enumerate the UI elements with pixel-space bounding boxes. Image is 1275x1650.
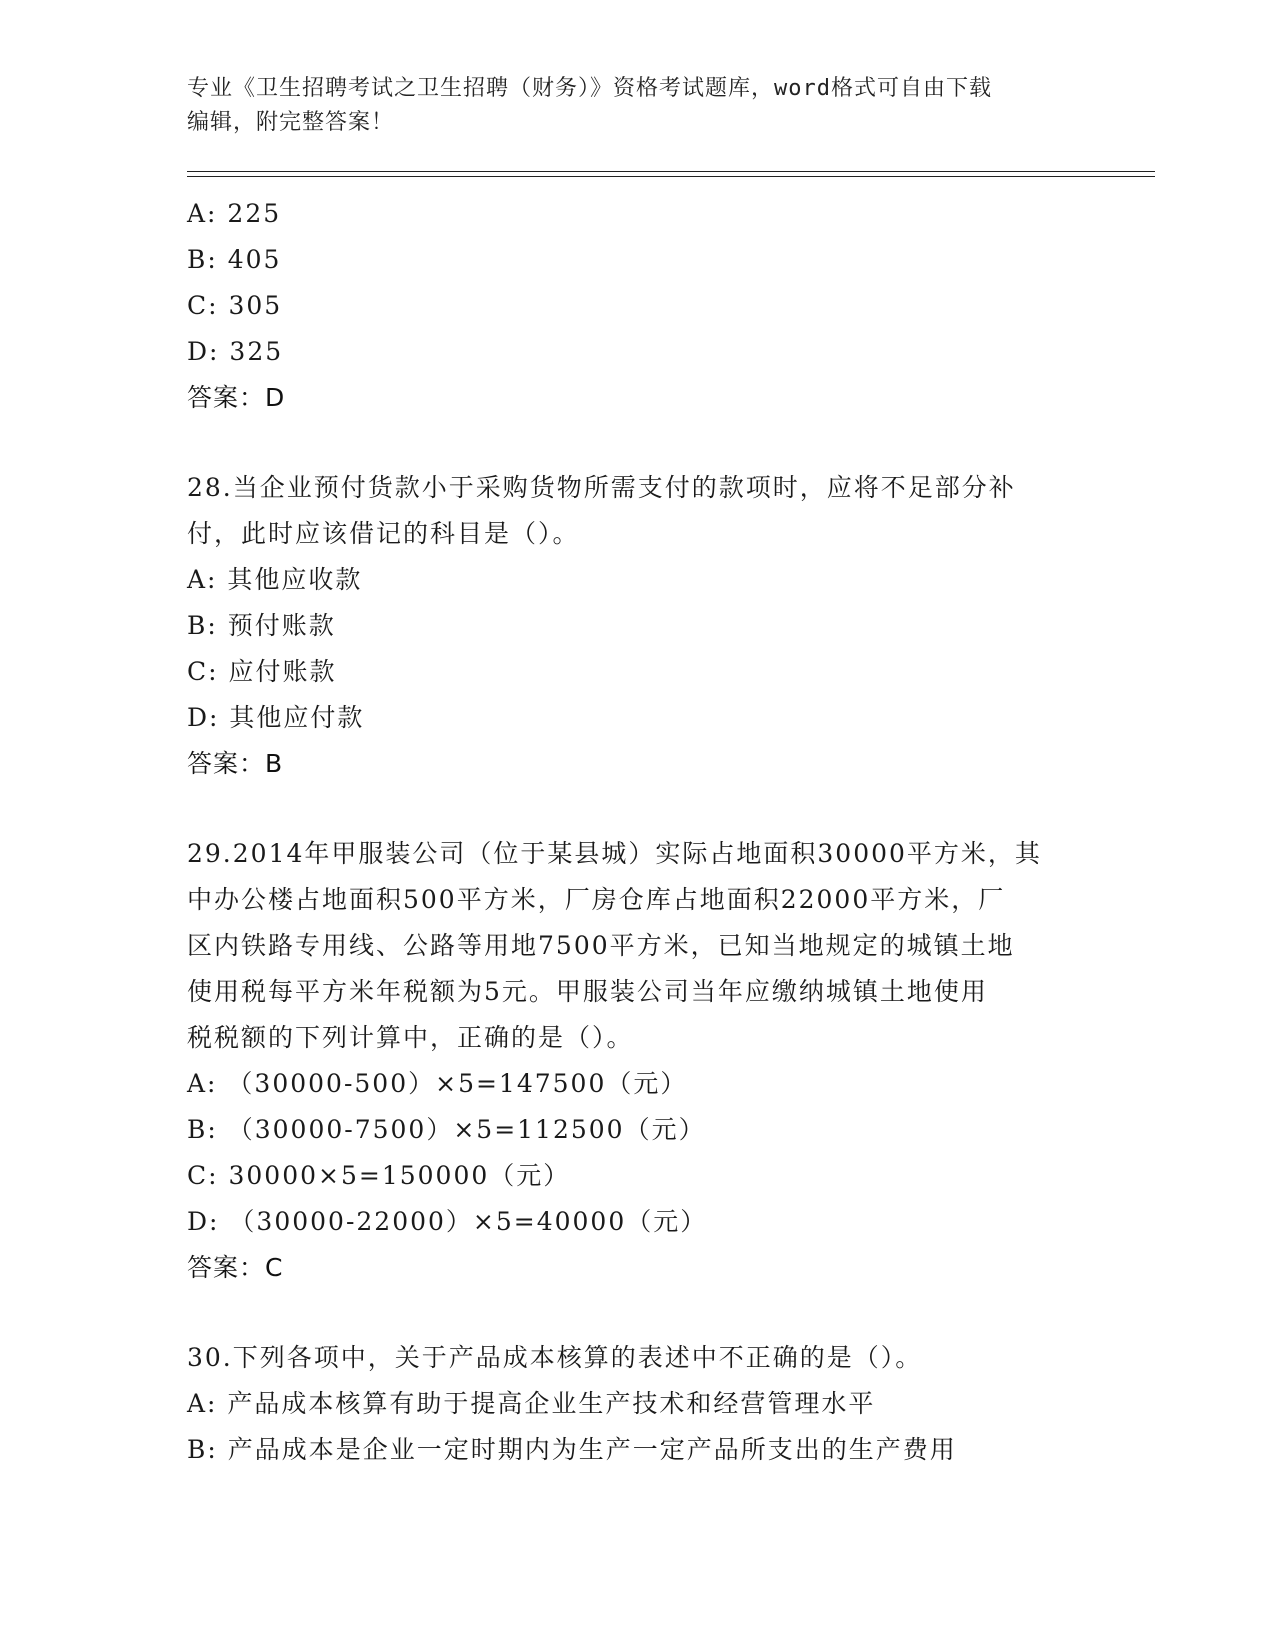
answer-line: 答案：C — [187, 1253, 284, 1282]
question-stem-line: 区内铁路专用线、公路等用地7500平方米，已知当地规定的城镇土地 — [187, 931, 1015, 960]
option-a: A: 其他应收款 — [187, 565, 363, 594]
option-d: D: 其他应付款 — [187, 703, 365, 732]
question-29 — [187, 831, 1087, 1291]
option-c: C: 305 — [187, 291, 283, 320]
question-30 — [187, 1335, 1087, 1473]
option-b: B: 产品成本是企业一定时期内为生产一定产品所支出的生产费用 — [187, 1435, 957, 1464]
option-b: B: 预付账款 — [187, 611, 336, 640]
question-stem-line: 29.2014年甲服装公司（位于某县城）实际占地面积30000平方米，其 — [187, 839, 1042, 868]
option-b: B: （30000-7500）×5=112500（元） — [187, 1115, 706, 1144]
option-a: A: 产品成本核算有助于提高企业生产技术和经营管理水平 — [187, 1389, 876, 1418]
option-b: B: 405 — [187, 245, 282, 274]
question-stem-line: 中办公楼占地面积500平方米，厂房仓库占地面积22000平方米，厂 — [187, 885, 1006, 914]
question-stem-line: 使用税每平方米年税额为5元。甲服装公司当年应缴纳城镇土地使用 — [187, 977, 988, 1006]
header-rule-top — [187, 171, 1155, 172]
document-header — [187, 72, 1087, 140]
header-line-2: 编辑，附完整答案！ — [187, 110, 395, 135]
option-c: C: 应付账款 — [187, 657, 337, 686]
header-line-1: 专业《卫生招聘考试之卫生招聘（财务）》资格考试题库，word格式可自由下载 — [187, 76, 992, 101]
answer-line: 答案：D — [187, 383, 286, 412]
option-c: C: 30000×5=150000（元） — [187, 1161, 571, 1190]
question-stem-line: 税税额的下列计算中，正确的是（）。 — [187, 1023, 634, 1052]
answer-line: 答案：B — [187, 749, 284, 778]
option-d: D: （30000-22000）×5=40000（元） — [187, 1207, 708, 1236]
question-27 — [187, 191, 1087, 421]
question-stem-line: 28.当企业预付货款小于采购货物所需支付的款项时，应将不足部分补 — [187, 473, 1016, 502]
question-28 — [187, 465, 1087, 787]
option-a: A: 225 — [187, 199, 282, 228]
question-content — [187, 191, 1087, 1473]
option-d: D: 325 — [187, 337, 284, 366]
question-stem-line: 30.下列各项中，关于产品成本核算的表述中不正确的是（）。 — [187, 1343, 923, 1372]
option-a: A: （30000-500）×5=147500（元） — [187, 1069, 688, 1098]
header-rule-bottom — [187, 176, 1155, 177]
question-stem-line: 付，此时应该借记的科目是（）。 — [187, 519, 580, 548]
